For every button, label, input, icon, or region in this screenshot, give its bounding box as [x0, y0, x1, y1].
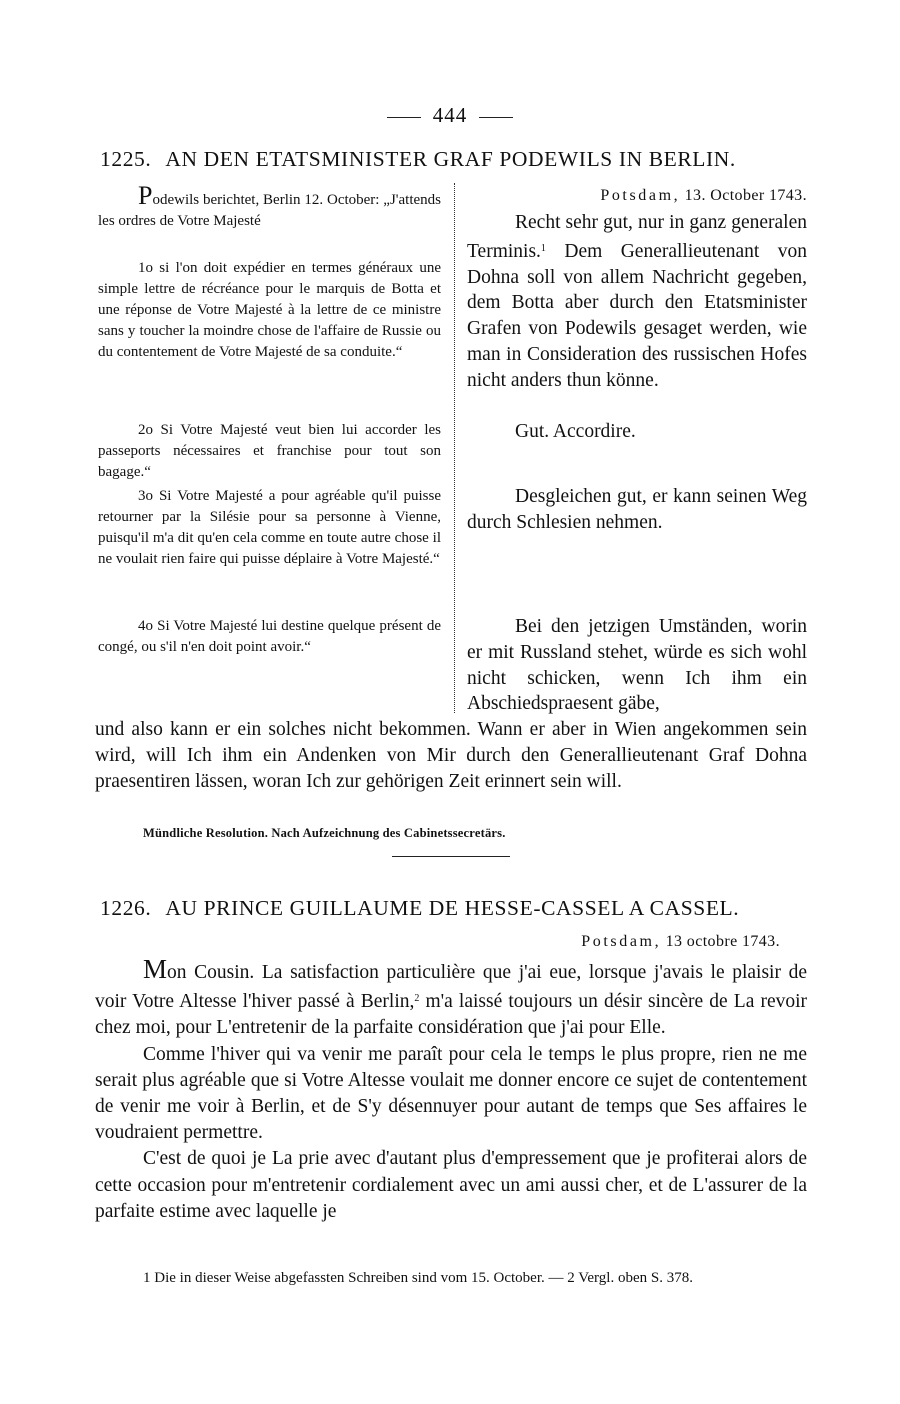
response-3-text: Desgleichen gut, er kann seinen Weg durch Schlesien nehmen.	[467, 486, 807, 533]
letter-1226-heading	[100, 896, 808, 921]
letter-1226-para-1	[95, 954, 808, 1042]
report-item-1	[98, 258, 441, 363]
letter-1226-date-rest: 13 octobre 1743.	[665, 933, 780, 950]
page-number-text: 444	[432, 103, 468, 127]
report-intro	[98, 181, 441, 232]
page-number	[0, 103, 900, 128]
letter-1226-para-2: Comme l'hiver qui va venir me paraît pour cela le temps le plus propre, rien ne me serait plus agréable que si Votre Altesse voulait me donner encore ce sujet de contentement de venir me voir à Berlin, et de S'y désennuyer pour autant de temps que Ses affaires le voudraient permettre.	[95, 1043, 807, 1144]
response-date-place: Potsdam,	[600, 187, 681, 204]
response-2-text: Gut. Accordire.	[515, 421, 636, 442]
response-4	[467, 614, 807, 717]
footnote-marker-2: 2	[414, 993, 420, 1005]
para-1-end: m'a laissé toujours un désir sincère de La revoir chez moi, pour L'entretenir de la parfaite considération que j'ai pour Elle.	[95, 991, 808, 1039]
response-date	[467, 183, 807, 209]
response-date-rest: 13. October 1743.	[684, 187, 807, 204]
response-2	[467, 419, 807, 445]
report-item-4-text: 4o Si Votre Majesté lui destine quelque présent de congé, ou s'il n'en doit point avoir.“	[98, 618, 441, 655]
section-rule	[392, 856, 510, 857]
report-item-3	[98, 486, 441, 570]
footnote-marker-1: 1	[540, 242, 546, 254]
resolution-continuation	[95, 717, 807, 796]
salutation-cap: M	[143, 954, 168, 984]
page-number-dash-right	[479, 117, 513, 118]
page-number-dash-left	[387, 117, 421, 118]
column-divider	[454, 183, 455, 713]
letter-1226-body	[95, 954, 808, 1225]
letter-1226-title: AU PRINCE GUILLAUME DE HESSE-CASSEL A CASSEL.	[165, 896, 740, 920]
response-1-para	[467, 210, 807, 394]
response-1-continued: Dem Generallieutenant von Dohna soll von allem Nachricht gegeben, dem Botta aber durch den Etatsminister Grafen von Podewils gesaget werden, wie man in Consideration des russischen Hofes nicht anders thun könne.	[467, 240, 808, 391]
resolution-continuation-text: und also kann er ein solches nicht bekommen. Wann er aber in Wien angekommen sein wird, will Ich ihm ein Andenken von Mir durch den Generallieutenant Graf Dohna praesentiren lässen, woran Ich zur gehörigen Zeit erinnert sein will.	[95, 719, 807, 793]
report-summary-column	[98, 181, 441, 232]
report-item-4	[98, 616, 441, 658]
footnotes	[95, 1267, 807, 1290]
response-1-text: Recht sehr gut, nur in ganz generalen Terminis.	[467, 212, 807, 262]
report-item-2	[98, 420, 441, 483]
footnotes-text: 1 Die in dieser Weise abgefassten Schreiben sind vom 15. October. — 2 Vergl. oben S. 378.	[143, 1270, 693, 1286]
response-date-line	[467, 183, 807, 209]
report-intro-text: odewils berichtet, Berlin 12. October: „J'attends les ordres de Votre Majesté	[98, 192, 441, 229]
letter-1226-para-3: C'est de quoi je La prie avec d'autant plus d'empressement que je profiterai alors de cette occasion pour m'entretenir cordialement avec un ami aussi cher, et de L'assurer de la parfaite estime avec laquelle je	[95, 1148, 807, 1222]
para-1-start: on Cousin. La satisfaction particulière que j'ai eue, lorsque j'avais le plaisir de voir Votre Altesse l'hiver passé à Berlin,	[95, 962, 807, 1013]
source-note: Mündliche Resolution. Nach Aufzeichnung des Cabinetssecretärs.	[143, 826, 506, 840]
letter-1226-date	[581, 933, 780, 951]
report-item-2-text: 2o Si Votre Majesté veut bien lui accorder les passeports nécessaires et franchise pour tout son bagage.“	[98, 422, 441, 480]
response-1	[467, 210, 807, 394]
letter-1225-title: AN DEN ETATSMINISTER GRAF PODEWILS IN BERLIN.	[165, 147, 736, 171]
report-item-3-text: 3o Si Votre Majesté a pour agréable qu'il puisse retourner par la Silésie pour sa personne à Vienne, puisqu'il m'a dit qu'en cela comme en toute autre chose il ne voulait rien faire qui puisse déplaire à Votre Majesté.“	[98, 488, 441, 567]
report-intro-cap: P	[138, 181, 153, 210]
letter-1225-heading	[100, 147, 808, 172]
response-4-text: Bei den jetzigen Umständen, worin er mit Russland stehet, würde es sich wohl nicht schicken, wenn Ich ihm ein Abschiedspraesent gäbe,	[467, 616, 807, 715]
response-3	[467, 484, 807, 536]
letter-1226-number: 1226.	[100, 896, 152, 920]
letter-1226-date-place: Potsdam,	[581, 933, 662, 950]
report-item-1-text: 1o si l'on doit expédier en termes généraux une simple lettre de récréance pour le marquis de Botta et une réponse de Votre Majesté à la lettre de ce ministre sans y toucher la moindre chose de l'affaire de Russie ou du contentement de Votre Majesté de sa conduite.“	[98, 260, 441, 360]
letter-1225-number: 1225.	[100, 147, 152, 171]
